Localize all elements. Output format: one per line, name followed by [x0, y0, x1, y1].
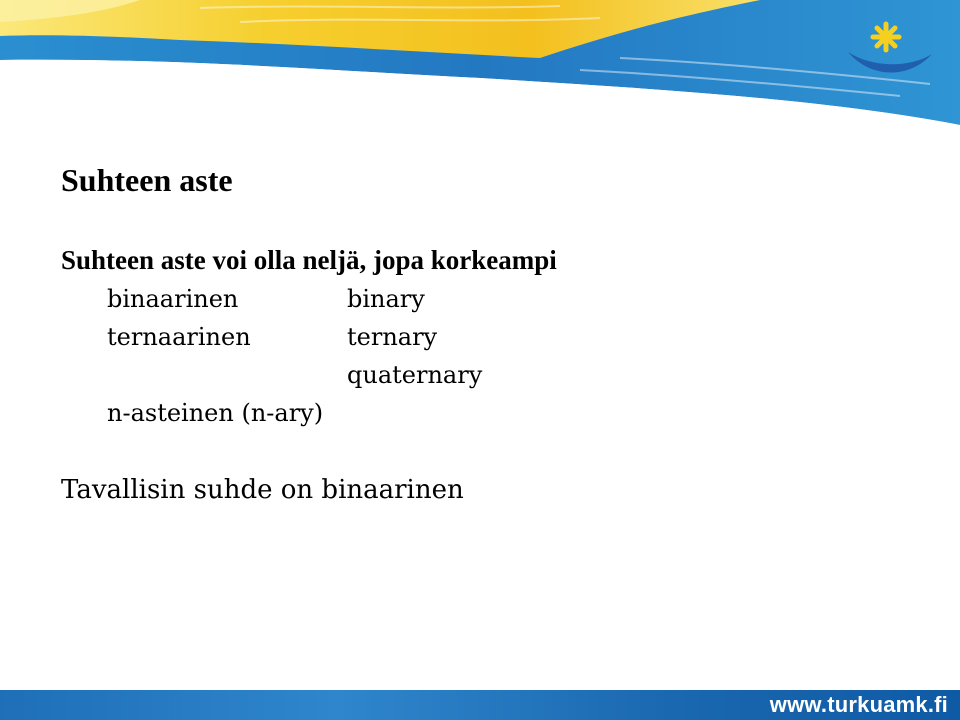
term-fi: binaarinen: [107, 285, 239, 313]
slide-title: Suhteen aste: [61, 162, 233, 198]
footer-bar: [0, 690, 960, 720]
header-banner: [0, 0, 960, 130]
term-fi: n-asteinen (n-ary): [107, 399, 324, 427]
term-en: binary: [347, 285, 425, 313]
turkuamk-logo-icon: [840, 20, 940, 90]
lead-statement: Suhteen aste voi olla neljä, jopa korkeampi: [61, 245, 557, 275]
term-en: quaternary: [347, 361, 483, 389]
term-fi: ternaarinen: [107, 323, 251, 351]
closing-statement: Tavallisin suhde on binaarinen: [61, 475, 464, 505]
term-en: ternary: [347, 323, 438, 351]
footer-url: www.turkuamk.fi: [769, 692, 948, 717]
